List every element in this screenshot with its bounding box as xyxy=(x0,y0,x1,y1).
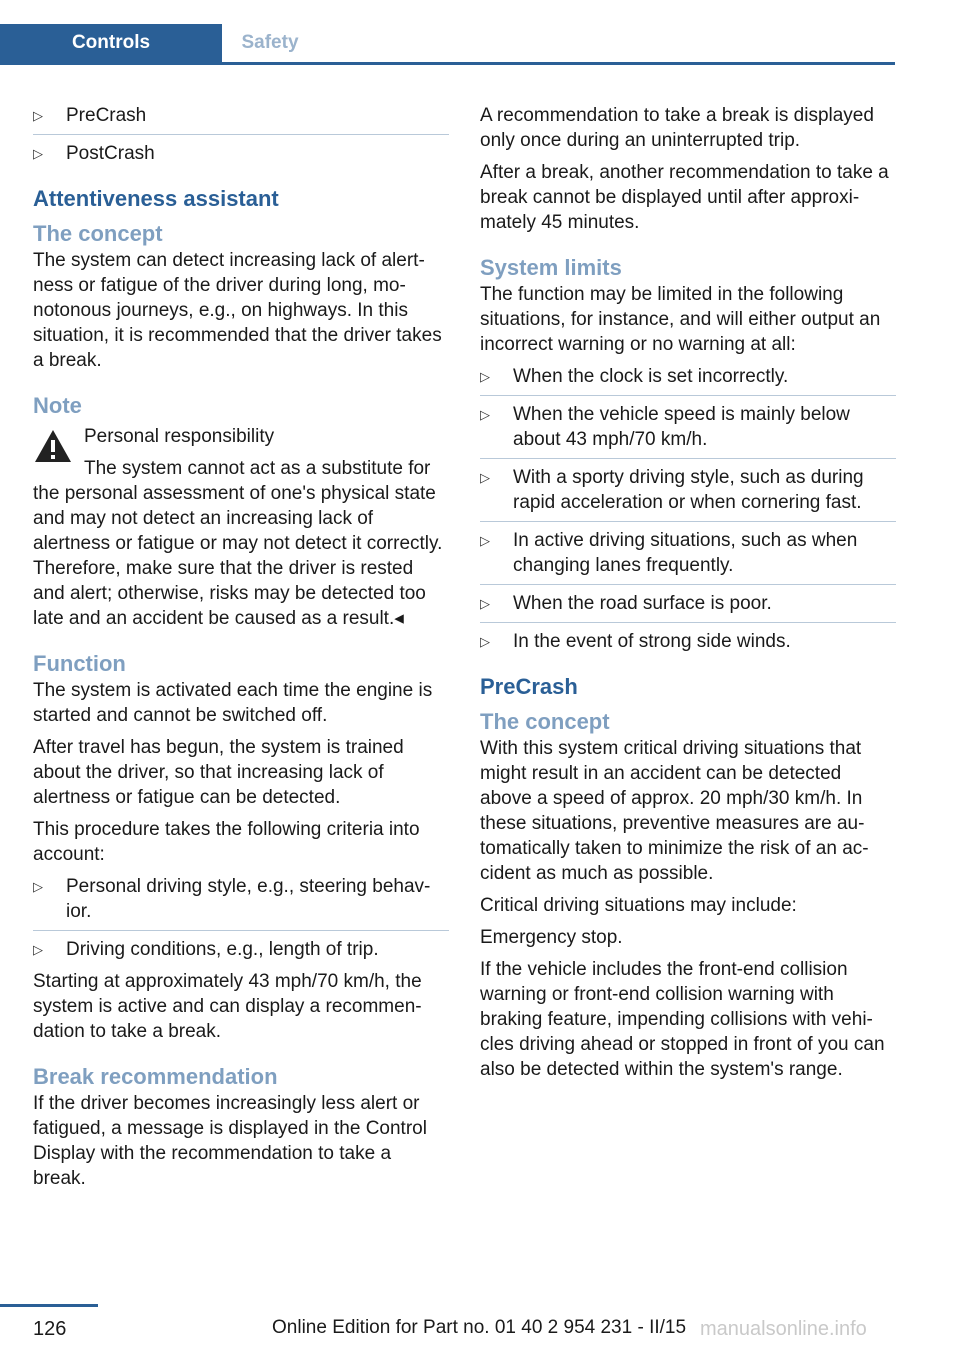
heading-break-recommendation: Break recommendation xyxy=(33,1064,278,1089)
emergency-stop-paragraph: Emergency stop. xyxy=(480,927,623,948)
heading-the-concept-precrash: The concept xyxy=(480,709,610,734)
page-number: 126 xyxy=(33,1318,67,1340)
list-item: ▷ Driving conditions, e.g., length of trip. xyxy=(33,937,449,962)
function-paragraph-4: Starting at approximately 43 mph/70 km/h, the system is active and can display a recommendation to take a break. xyxy=(33,971,422,1042)
right-paragraph-2: After a break, another recommendation to take a break cannot be displayed until after approximately 45 minutes. xyxy=(480,162,889,233)
collision-warning-paragraph: If the vehicle includes the front-end collision warning or front-end collision warning with braking feature, impending collisions with vehicles driving ahead or stopped in front of you can also be detected within the system's range. xyxy=(480,959,885,1080)
list-item: ▷ With a sporty driving style, such as during rapid acceleration or when cornering fast. xyxy=(480,465,896,522)
precrash-concept-paragraph: With this system critical driving situations that might result in an accident can be detected above a speed of approx. 20 mph/30 km/h. In these situations, preventive measures are automatically taken to minimize the risk of an accident as much as possible. xyxy=(480,738,869,884)
heading-precrash: PreCrash xyxy=(480,674,578,699)
list-item: ▷ PostCrash xyxy=(33,141,449,166)
list-item: ▷ In the event of strong side winds. xyxy=(480,629,896,654)
critical-situations-paragraph: Critical driving situations may include: xyxy=(480,895,797,916)
warning-block xyxy=(33,424,449,481)
right-column xyxy=(480,103,896,1089)
note-title: Personal responsibility xyxy=(84,426,275,447)
tab-safety[interactable]: Safety xyxy=(241,32,299,53)
note-paragraph: the personal assessment of one's physical state and may not detect an increasing lack of alertness or fatigue or may not detect it correctly. Therefore, make sure that the driver is rested and alert; otherwise, risks may be detected too late and an accident be caused as a result.◂ xyxy=(33,483,443,629)
right-paragraph-1: A recommendation to take a break is displayed only once during an uninterrupted trip. xyxy=(480,105,874,151)
edition-line: Online Edition for Part no. 01 40 2 954 231 - II/15 xyxy=(272,1317,687,1338)
list-item: ▷ When the clock is set incorrectly. xyxy=(480,364,896,396)
tab-controls[interactable]: Controls xyxy=(0,24,222,62)
heading-system-limits: System limits xyxy=(480,255,622,280)
list-item: ▷ In active driving situations, such as when changing lanes frequently. xyxy=(480,528,896,585)
warning-triangle-icon xyxy=(33,428,73,464)
function-paragraph-2: After travel has begun, the system is trained about the driver, so that increasing lack of alertness or fatigue can be detected. xyxy=(33,737,404,808)
concept-paragraph: The system can detect increasing lack of alertness or fatigue of the driver during long, monotonous journeys, e.g., on highways. In this situation, it is recommended that the driver takes a break. xyxy=(33,250,442,371)
function-paragraph-1: The system is activated each time the engine is started and cannot be switched off. xyxy=(33,680,433,726)
heading-note: Note xyxy=(33,393,82,418)
heading-function: Function xyxy=(33,651,126,676)
heading-the-concept: The concept xyxy=(33,221,163,246)
list-item: ▷ When the vehicle speed is mainly below about 43 mph/70 km/h. xyxy=(480,402,896,459)
left-column xyxy=(33,103,449,1198)
footer-rule xyxy=(0,1304,98,1307)
list-item: ▷ PreCrash xyxy=(33,103,449,135)
watermark: manualsonline.info xyxy=(700,1318,867,1340)
note-first-line: The system cannot act as a substitute for xyxy=(84,458,431,479)
header-tabs xyxy=(0,24,895,65)
limits-intro: The function may be limited in the following situations, for instance, and will either output an incorrect warning or no warning at all: xyxy=(480,284,881,355)
break-paragraph: If the driver becomes increasingly less alert or fatigued, a message is displayed in the Control Display with the recommendation to take a break. xyxy=(33,1093,427,1189)
heading-attentiveness-assistant: Attentiveness assistant xyxy=(33,186,279,211)
function-paragraph-3: This procedure takes the following criteria into account: xyxy=(33,819,420,865)
list-item: ▷ When the road surface is poor. xyxy=(480,591,896,623)
list-item: ▷ Personal driving style, e.g., steering behavior. xyxy=(33,874,449,931)
